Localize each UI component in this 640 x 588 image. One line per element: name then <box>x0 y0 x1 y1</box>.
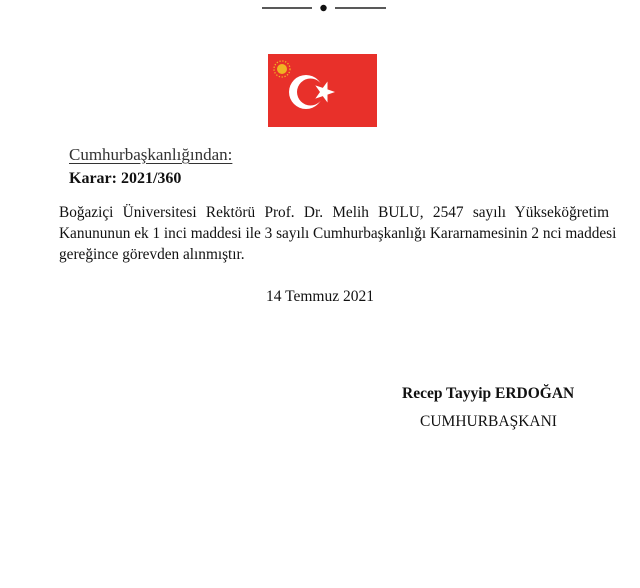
body-line: Boğaziçi Üniversitesi Rektörü Prof. Dr. Melih BULU, 2547 sayılı Yükseköğretim <box>59 204 609 221</box>
body-line: Kanununun ek 1 inci maddesi ile 3 sayılı Cumhurbaşkanlığı Kararnamesinin 2 nci maddesi <box>59 225 617 242</box>
body-line: gereğince görevden alınmıştır. <box>59 246 245 263</box>
signer-title: CUMHURBAŞKANI <box>420 413 557 430</box>
presidential-flag-emblem <box>268 54 377 127</box>
header-ornament <box>262 3 386 13</box>
issuer-heading: Cumhurbaşkanlığından: <box>69 145 233 164</box>
decision-body <box>59 202 617 265</box>
document-date: 14 Temmuz 2021 <box>266 288 374 305</box>
decision-number: Karar: 2021/360 <box>69 170 182 187</box>
signer-name: Recep Tayyip ERDOĞAN <box>402 385 575 402</box>
